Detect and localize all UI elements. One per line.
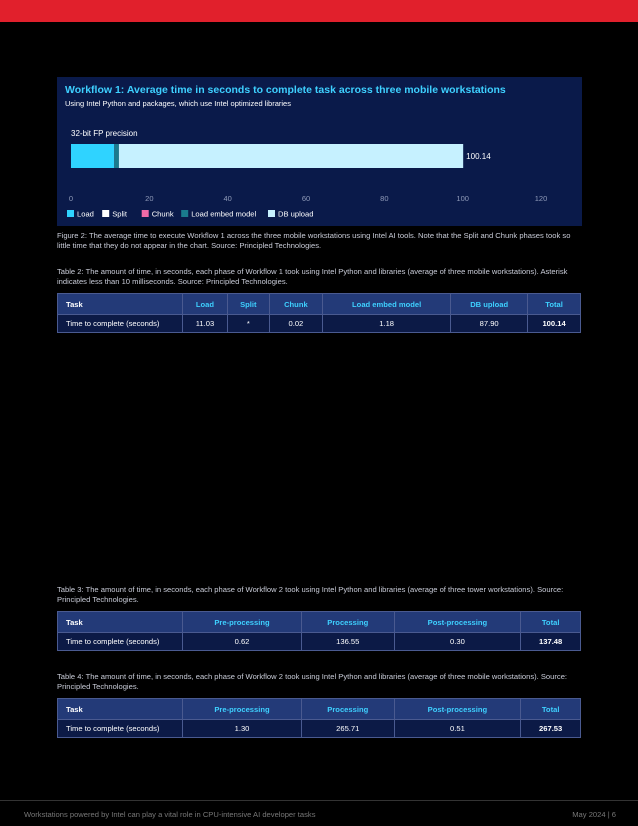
table2-cell-load: 11.03 (183, 315, 228, 333)
footer-title: Workstations powered by Intel can play a vital role in CPU-intensive AI developer tasks (24, 810, 316, 819)
legend-swatch (102, 210, 109, 217)
table4-cell-task: Time to complete (seconds) (58, 720, 183, 738)
legend-label: Load embed model (191, 209, 257, 219)
chart-subtitle: Using Intel Python and packages, which use Intel optimized libraries (65, 99, 291, 108)
bar-segment-db-upload (119, 144, 463, 168)
table4-header-task: Task (58, 699, 183, 720)
table3-header-task: Task (58, 612, 183, 633)
legend-label: DB upload (278, 209, 314, 219)
table2-cell-task: Time to complete (seconds) (58, 315, 183, 333)
x-tick-label: 80 (380, 194, 389, 203)
x-tick-label: 20 (145, 194, 154, 203)
table2-header-db-upload: DB upload (451, 294, 528, 315)
x-tick-label: 40 (223, 194, 232, 203)
table-row (58, 720, 581, 738)
footer-divider (0, 800, 638, 801)
footer-page-number: May 2024 | 6 (572, 810, 616, 819)
x-tick-label: 0 (68, 194, 74, 203)
category-label: 32-bit FP precision (71, 129, 138, 138)
chart-panel (57, 77, 582, 226)
legend-swatch (268, 210, 275, 217)
table4-cell-total: 267.53 (521, 720, 581, 738)
table2 (57, 293, 581, 333)
table2-header-chunk: Chunk (269, 294, 322, 315)
top-brand-bar (0, 0, 638, 22)
table4-cell-pre-processing: 1.30 (183, 720, 302, 738)
legend-label: Split (112, 209, 127, 219)
bar-segment-load (71, 144, 114, 168)
table2-cell-split: * (227, 315, 269, 333)
table4-header-processing: Processing (302, 699, 394, 720)
table3-cell-total: 137.48 (521, 633, 581, 651)
bar-total-label: 100.14 (466, 152, 491, 161)
table2-cell-db-upload: 87.90 (451, 315, 528, 333)
figure-caption: Figure 2: The average time to execute Workflow 1 across the three mobile workstations using Intel AI tools. Note that the Split and Chunk phases took so little time that they do not appear in the chart. Source: Principled Technologies. (57, 231, 571, 250)
table4-cell-post-processing: 0.51 (394, 720, 521, 738)
table3-header-post-processing: Post-processing (394, 612, 521, 633)
legend-swatch (142, 210, 149, 217)
table3-header-pre-processing: Pre-processing (183, 612, 302, 633)
table2-cell-load-embed-model: 1.18 (323, 315, 451, 333)
table3-cell-post-processing: 0.30 (394, 633, 521, 651)
table-row (58, 633, 581, 651)
table3 (57, 611, 581, 651)
bar-segment-load-embed-model (114, 144, 119, 168)
legend-swatch (181, 210, 188, 217)
table2-cell-total: 100.14 (528, 315, 581, 333)
table2-header-split: Split (227, 294, 269, 315)
table3-header-total: Total (521, 612, 581, 633)
table4 (57, 698, 581, 738)
table3-cell-task: Time to complete (seconds) (58, 633, 183, 651)
table3-cell-processing: 136.55 (302, 633, 394, 651)
legend-swatch (67, 210, 74, 217)
table2-header-total: Total (528, 294, 581, 315)
table3-header-processing: Processing (302, 612, 394, 633)
x-tick-label: 120 (534, 194, 548, 203)
legend-label: Load (77, 209, 94, 219)
x-tick-label: 60 (301, 194, 311, 203)
table2-header-task: Task (58, 294, 183, 315)
table4-header-total: Total (521, 699, 581, 720)
legend-label: Chunk (151, 209, 174, 219)
table4-header-pre-processing: Pre-processing (183, 699, 302, 720)
table-row (58, 315, 581, 333)
table4-caption: Table 4: The amount of time, in seconds, each phase of Workflow 2 took using Intel Python and libraries (average of three mobile workstations). Source: Principled Technologies. (57, 672, 568, 691)
table2-header-load: Load (183, 294, 228, 315)
stacked-bar-chart (57, 77, 582, 226)
x-tick-label: 100 (456, 194, 469, 203)
table2-cell-chunk: 0.02 (269, 315, 322, 333)
table4-header-post-processing: Post-processing (394, 699, 521, 720)
table3-caption: Table 3: The amount of time, in seconds, each phase of Workflow 2 took using Intel Python and libraries (average of three tower workstations). Source: Principled Technologies. (57, 585, 564, 604)
table4-cell-processing: 265.71 (302, 720, 394, 738)
table2-header-load-embed-model: Load embed model (323, 294, 451, 315)
table3-cell-pre-processing: 0.62 (183, 633, 302, 651)
table2-caption: Table 2: The amount of time, in seconds, each phase of Workflow 1 took using Intel Python and libraries (average of three mobile workstations). Asterisk indicates less than 10 milliseconds. Source: Principled Technologies. (57, 267, 568, 286)
chart-title: Workflow 1: Average time in seconds to complete task across three mobile workstations (65, 84, 506, 96)
